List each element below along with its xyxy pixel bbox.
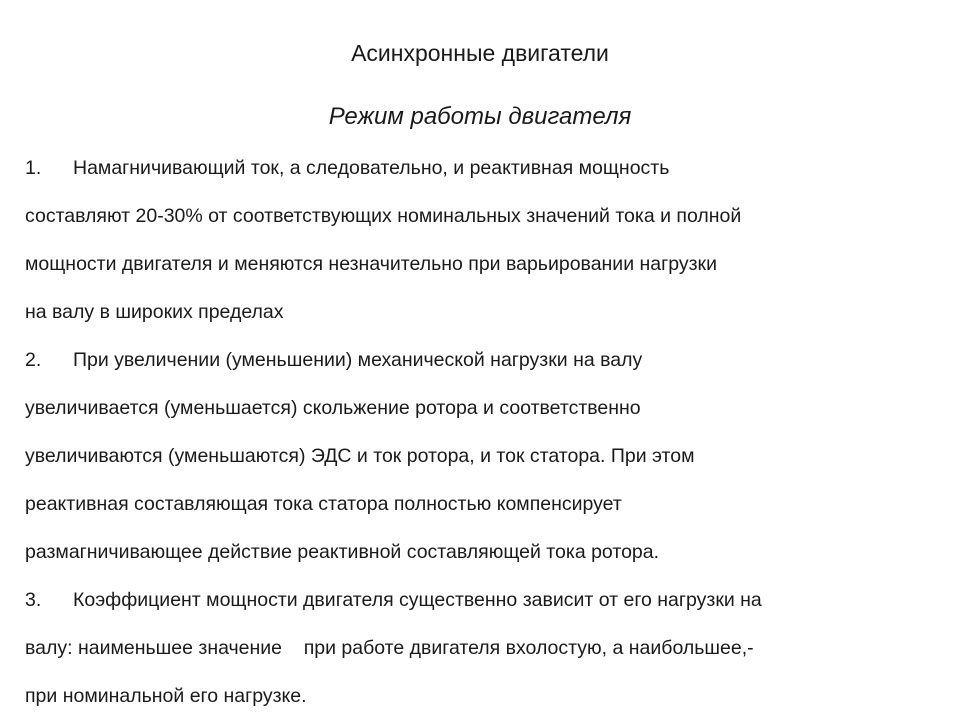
- list-item-2-line-5: размагничивающее действие реактивной составляющей тока ротора.: [25, 541, 660, 563]
- list-item-2-line-1: [25, 340, 935, 388]
- slide-subtitle: Режим работы двигателя: [328, 103, 632, 130]
- list-item-1-line-1: [25, 148, 935, 196]
- slide-title: Асинхронные двигатели: [351, 40, 609, 66]
- list-item-number: 3.: [25, 589, 42, 611]
- list-item-number: 1.: [25, 157, 42, 179]
- list-item-text: Коэффициент мощности двигателя существенно зависит от его нагрузки на: [73, 589, 762, 611]
- list-item-1-line-4: на валу в широких пределах: [25, 301, 284, 323]
- list-item-3-line-2: валу: наименьшее значение при работе двигателя вхолостую, а наибольшее,-: [25, 637, 754, 659]
- list-item-2-line-3: увеличиваются (уменьшаются) ЭДС и ток ротора, и ток статора. При этом: [25, 445, 695, 467]
- list-item-text: При увеличении (уменьшении) механической нагрузки на валу: [73, 349, 643, 371]
- list-item-text: Намагничивающий ток, а следовательно, и реактивная мощность: [73, 157, 670, 179]
- list-item-3-line-3: при номинальной его нагрузке.: [25, 685, 307, 707]
- list-item-3-line-1: [25, 580, 935, 628]
- list-item-1-line-2: составляют 20-30% от соответствующих номинальных значений тока и полной: [25, 205, 742, 227]
- numbered-list: [25, 148, 935, 724]
- list-item-2-line-4: реактивная составляющая тока статора полностью компенсирует: [25, 493, 622, 515]
- list-item-2-line-2: увеличивается (уменьшается) скольжение ротора и соответственно: [25, 397, 641, 419]
- list-item-1-line-3: мощности двигателя и меняются незначительно при варьировании нагрузки: [25, 253, 717, 275]
- list-item-number: 2.: [25, 349, 42, 371]
